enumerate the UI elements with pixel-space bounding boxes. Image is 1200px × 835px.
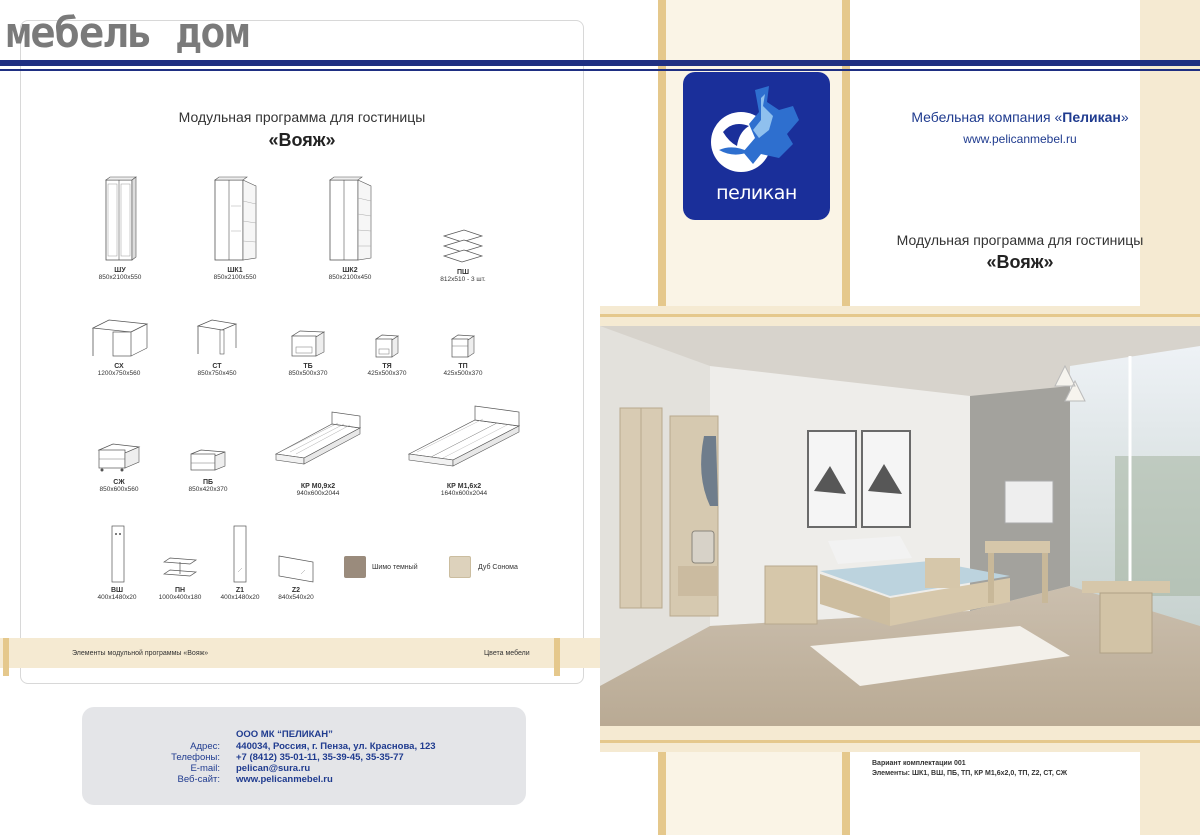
footer-accent (554, 638, 560, 676)
navy-band (0, 60, 1200, 66)
item-mirror-z1 (210, 524, 270, 601)
right-subtitle: Модульная программа для гостиницы (896, 232, 1144, 248)
desk-icon (194, 316, 240, 360)
item-code: Z2 (291, 587, 301, 594)
company-suffix: » (1120, 109, 1129, 125)
item-dims: 1200x750x560 (97, 370, 141, 377)
right-band-bottom (600, 726, 1200, 752)
item-code: ПН (174, 587, 186, 594)
footer-elements-label: Элементы модульной программы «Вояж» (72, 650, 209, 657)
company-website[interactable]: www.pelicanmebel.ru (963, 132, 1077, 146)
shelves-icon (440, 228, 486, 266)
pelican-bird-icon (683, 72, 830, 182)
watermark-text: мебель дом (6, 8, 249, 57)
item-code: СЖ (113, 479, 125, 486)
item-code: Z1 (235, 587, 245, 594)
footer-colors-label: Цвета мебели (484, 650, 530, 657)
wardrobe-open-icon (212, 176, 258, 264)
item-wardrobe-shk2 (315, 176, 385, 281)
bench-icon (187, 446, 229, 476)
item-double-bed (404, 404, 524, 497)
company-heading (860, 109, 1180, 125)
item-dims: 425x500x370 (443, 370, 483, 377)
pelican-logo (683, 72, 830, 220)
item-bench-pb (173, 446, 243, 493)
item-dims: 400x1480x20 (220, 594, 260, 601)
item-dims: 400x1480x20 (97, 594, 137, 601)
contact-email[interactable]: pelican@sura.ru (236, 763, 311, 774)
item-nightstand-tp (428, 332, 498, 377)
company-name: ООО МК “ПЕЛИКАН” (236, 729, 333, 740)
item-code: ШК2 (342, 267, 358, 274)
item-tv-stand-tb (273, 328, 343, 377)
contact-phones: +7 (8412) 35-01-11, 35-39-45, 35-35-77 (236, 752, 404, 763)
item-code: ТП (458, 363, 468, 370)
right-stripe-1 (658, 0, 666, 306)
item-dims: 850x420x370 (188, 486, 228, 493)
right-stripe-2 (842, 0, 850, 306)
item-dims: 850x500x370 (288, 370, 328, 377)
item-dims: 850x2100x450 (328, 274, 372, 281)
item-code: ШУ (114, 267, 126, 274)
item-hanger-vsh (87, 524, 147, 601)
contact-key: Адрес: (190, 741, 220, 752)
right-title: «Вояж» (986, 252, 1054, 272)
tv-stand-icon (288, 328, 328, 360)
bedroom-photo (600, 326, 1200, 726)
item-code: СХ (114, 363, 124, 370)
contact-address: 440034, Россия, г. Пенза, ул. Краснова, 123 (236, 741, 436, 752)
right-stripe-4 (658, 752, 666, 835)
single-bed-icon (272, 406, 364, 480)
desk-icon (89, 316, 149, 360)
item-mirror-z2 (270, 552, 322, 601)
color-label: Дуб Сонома (478, 564, 518, 571)
right-stripe-6 (1140, 752, 1200, 835)
item-code: КР М1,6x2 (446, 483, 482, 490)
wardrobe-icon (103, 176, 137, 264)
item-dims: 850x2100x550 (213, 274, 257, 281)
item-dims: 850x600x560 (99, 486, 139, 493)
nightstand-icon (372, 332, 402, 360)
mirror-icon (273, 552, 319, 584)
item-code: ШК1 (227, 267, 243, 274)
item-dims: 850x2100x550 (98, 274, 142, 281)
contact-key: Веб-сайт: (177, 774, 220, 785)
right-stripe-panel-2 (666, 752, 842, 835)
item-wall-shelf-pn (150, 552, 210, 601)
item-nightstand-tya (352, 332, 422, 377)
double-bed-icon (405, 404, 523, 480)
bedroom-illustration (600, 326, 1200, 726)
item-dims: 1000x400x180 (158, 594, 202, 601)
right-band-bottom-line (600, 740, 1200, 743)
item-wardrobe-shu (85, 176, 155, 281)
right-band-mid-line (600, 314, 1200, 317)
color-swatch-shimo-dark (344, 556, 366, 578)
left-title: «Вояж» (268, 130, 336, 150)
item-code: ПБ (202, 479, 214, 486)
color-label: Шимо темный (372, 564, 418, 571)
item-coffee-table-szh (84, 440, 154, 493)
photo-caption-variant: Вариант комплектации 001 (872, 760, 966, 767)
item-single-bed (270, 406, 366, 497)
item-code: ТЯ (382, 363, 392, 370)
item-shelves-psh (428, 228, 498, 283)
contact-website[interactable]: www.pelicanmebel.ru (236, 774, 333, 785)
company-prefix: Мебельная компания « (911, 109, 1063, 125)
item-dims: 1640x600x2044 (440, 490, 488, 497)
color-swatch-oak-sonoma (449, 556, 471, 578)
mirror-icon (230, 524, 250, 584)
wardrobe-open-icon (327, 176, 373, 264)
item-code: ВШ (110, 587, 124, 594)
contact-key: E-mail: (190, 763, 220, 774)
company-brand: Пеликан (1062, 109, 1121, 125)
item-dims: 425x500x370 (367, 370, 407, 377)
item-dims: 850x750x450 (197, 370, 237, 377)
navy-band-thin (0, 69, 1200, 71)
item-desk-skh (84, 316, 154, 377)
logo-text: пеликан (716, 182, 797, 204)
wall-hanger-icon (107, 524, 127, 584)
item-code: КР М0,9x2 (300, 483, 336, 490)
item-desk-st (182, 316, 252, 377)
item-dims: 940x600x2044 (296, 490, 340, 497)
item-code: ТБ (303, 363, 313, 370)
nightstand-icon (448, 332, 478, 360)
item-code: ПШ (456, 269, 470, 276)
right-stripe-5 (842, 752, 850, 835)
left-subtitle: Модульная программа для гостиницы (178, 109, 426, 125)
photo-caption-elements: Элементы: ШК1, ВШ, ПБ, ТП, КР М1,6x2,0, ТП, Z2, СТ, СЖ (872, 770, 1068, 777)
item-dims: 840x540x20 (278, 594, 314, 601)
item-dims: 812x510 - 3 шт. (440, 276, 486, 283)
item-code: СТ (212, 363, 222, 370)
contact-key: Телефоны: (171, 752, 220, 763)
coffee-table-icon (95, 440, 143, 476)
footer-accent (3, 638, 9, 676)
wall-shelf-icon (160, 552, 200, 584)
item-wardrobe-shk1 (200, 176, 270, 281)
